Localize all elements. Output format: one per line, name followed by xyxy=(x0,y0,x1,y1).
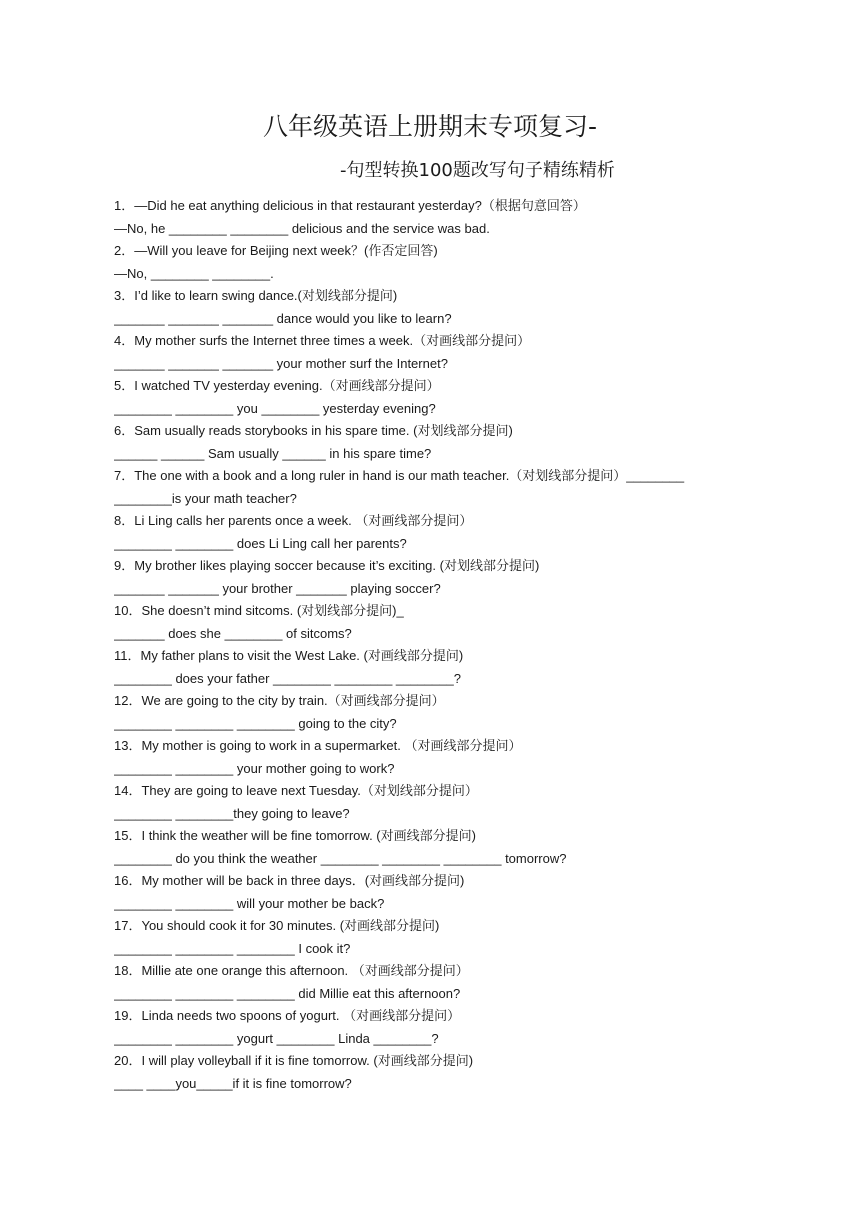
question-item xyxy=(114,465,754,510)
question-item xyxy=(114,645,754,690)
question-text: —Did he eat anything delicious in that restaurant yesterday?（根据句意回答） xyxy=(134,198,586,213)
answer-line: _______ _______ _______ your mother surf the Internet? xyxy=(114,355,448,371)
question-item xyxy=(114,1005,754,1050)
question-item xyxy=(114,690,754,735)
question-text: My father plans to visit the West Lake. (对画线部分提问) xyxy=(140,648,464,663)
question-text: I’d like to learn swing dance.(对划线部分提问) xyxy=(134,288,398,303)
question-text: I will play volleyball if it is fine tomorrow. (对画线部分提问) xyxy=(141,1053,474,1068)
question-text: My brother likes playing soccer because it’s exciting. (对划线部分提问) xyxy=(134,558,540,573)
question-number: 18． xyxy=(114,963,142,978)
answer-line: ________ ________ ________ I cook it? xyxy=(114,940,351,956)
question-prompt xyxy=(114,1005,754,1028)
question-text: We are going to the city by train.（对画线部分提问） xyxy=(141,693,445,708)
question-number: 6． xyxy=(114,423,135,438)
question-number: 19． xyxy=(114,1008,142,1023)
question-item xyxy=(114,420,754,465)
question-number: 13． xyxy=(114,738,142,753)
question-prompt xyxy=(114,420,754,443)
question-item xyxy=(114,780,754,825)
question-number: 4． xyxy=(114,333,135,348)
question-text: —Will you leave for Beijing next week？(作否定回答) xyxy=(134,243,438,258)
answer-line: ____ ____you_____if it is fine tomorrow? xyxy=(114,1075,352,1091)
document-title: 八年级英语上册期末专项复习- xyxy=(262,112,598,141)
question-number: 17． xyxy=(114,918,142,933)
question-text: Linda needs two spoons of yogurt. （对画线部分提问） xyxy=(141,1008,461,1023)
answer-line: ________ does your father ________ ________ ________? xyxy=(114,670,461,686)
question-text: Millie ate one orange this afternoon. （对画线部分提问） xyxy=(141,963,469,978)
question-number: 11． xyxy=(114,648,141,663)
document-subtitle: -句型转换100题改写句子精练精析 xyxy=(340,160,615,181)
question-prompt xyxy=(114,690,754,713)
question-prompt xyxy=(114,825,754,848)
question-prompt xyxy=(114,915,754,938)
answer-line: _______ _______ _______ dance would you like to learn? xyxy=(114,310,452,326)
question-prompt xyxy=(114,285,754,308)
question-prompt xyxy=(114,1050,754,1073)
answer-line: ______ ______ Sam usually ______ in his spare time? xyxy=(114,445,432,461)
question-item xyxy=(114,555,754,600)
question-text: I watched TV yesterday evening.（对画线部分提问） xyxy=(134,378,440,393)
question-text: I think the weather will be fine tomorrow. (对画线部分提问) xyxy=(141,828,476,843)
answer-line: ________ ________they going to leave? xyxy=(114,805,350,821)
question-prompt xyxy=(114,195,754,218)
answer-line: ________ ________ ________ going to the city? xyxy=(114,715,397,731)
question-number: 3． xyxy=(114,288,135,303)
question-number: 7． xyxy=(114,468,135,483)
question-text: My mother is going to work in a supermarket. （对画线部分提问） xyxy=(141,738,522,753)
question-prompt xyxy=(114,510,754,533)
question-item xyxy=(114,240,754,285)
answer-line: —No, he ________ ________ delicious and the service was bad. xyxy=(114,220,490,236)
question-item xyxy=(114,285,754,330)
question-prompt xyxy=(114,645,754,668)
question-text: They are going to leave next Tuesday.（对划线部分提问） xyxy=(141,783,478,798)
question-text: My mother surfs the Internet three times a week.（对画线部分提问） xyxy=(134,333,531,348)
question-text: She doesn’t mind sitcoms. (对划线部分提问)_ xyxy=(141,603,404,618)
question-list xyxy=(114,195,754,1095)
question-number: 10． xyxy=(114,603,142,618)
answer-line: ________ do you think the weather ________ ________ ________ tomorrow? xyxy=(114,850,567,866)
question-number: 14． xyxy=(114,783,142,798)
question-number: 16． xyxy=(114,873,142,888)
answer-line: ________ ________ does Li Ling call her parents? xyxy=(114,535,407,551)
question-item xyxy=(114,330,754,375)
question-prompt xyxy=(114,240,754,263)
answer-line: ________is your math teacher? xyxy=(114,490,297,506)
question-item xyxy=(114,915,754,960)
question-item xyxy=(114,375,754,420)
answer-line: ________ ________ yogurt ________ Linda ________? xyxy=(114,1030,439,1046)
question-prompt xyxy=(114,780,754,803)
question-item xyxy=(114,510,754,555)
question-text: Li Ling calls her parents once a week. （对画线部分提问） xyxy=(134,513,473,528)
question-item xyxy=(114,870,754,915)
answer-line: ________ ________ will your mother be back? xyxy=(114,895,385,911)
question-number: 5． xyxy=(114,378,135,393)
answer-line: ________ ________ you ________ yesterday evening? xyxy=(114,400,436,416)
question-text: Sam usually reads storybooks in his spare time. (对划线部分提问) xyxy=(134,423,513,438)
answer-line: _______ _______ your brother _______ playing soccer? xyxy=(114,580,441,596)
question-prompt xyxy=(114,375,754,398)
question-number: 15． xyxy=(114,828,142,843)
question-text: The one with a book and a long ruler in hand is our math teacher.（对划线部分提问）________ xyxy=(134,468,685,483)
question-prompt xyxy=(114,465,754,488)
question-number: 2． xyxy=(114,243,135,258)
question-prompt xyxy=(114,600,754,623)
question-number: 1． xyxy=(114,198,135,213)
question-item xyxy=(114,195,754,240)
question-number: 12． xyxy=(114,693,142,708)
answer-line: —No, ________ ________. xyxy=(114,265,274,281)
question-number: 8． xyxy=(114,513,135,528)
question-item xyxy=(114,960,754,1005)
question-item xyxy=(114,1050,754,1095)
question-text: You should cook it for 30 minutes. (对画线部分提问) xyxy=(141,918,440,933)
question-item xyxy=(114,600,754,645)
question-item xyxy=(114,825,754,870)
question-prompt xyxy=(114,960,754,983)
question-prompt xyxy=(114,735,754,758)
question-item xyxy=(114,735,754,780)
answer-line: ________ ________ ________ did Millie eat this afternoon? xyxy=(114,985,461,1001)
question-prompt xyxy=(114,870,754,893)
question-number: 20． xyxy=(114,1053,142,1068)
question-prompt xyxy=(114,330,754,353)
question-text: My mother will be back in three days．(对画线部分提问) xyxy=(141,873,465,888)
answer-line: _______ does she ________ of sitcoms? xyxy=(114,625,352,641)
question-number: 9． xyxy=(114,558,135,573)
question-prompt xyxy=(114,555,754,578)
answer-line: ________ ________ your mother going to work? xyxy=(114,760,395,776)
